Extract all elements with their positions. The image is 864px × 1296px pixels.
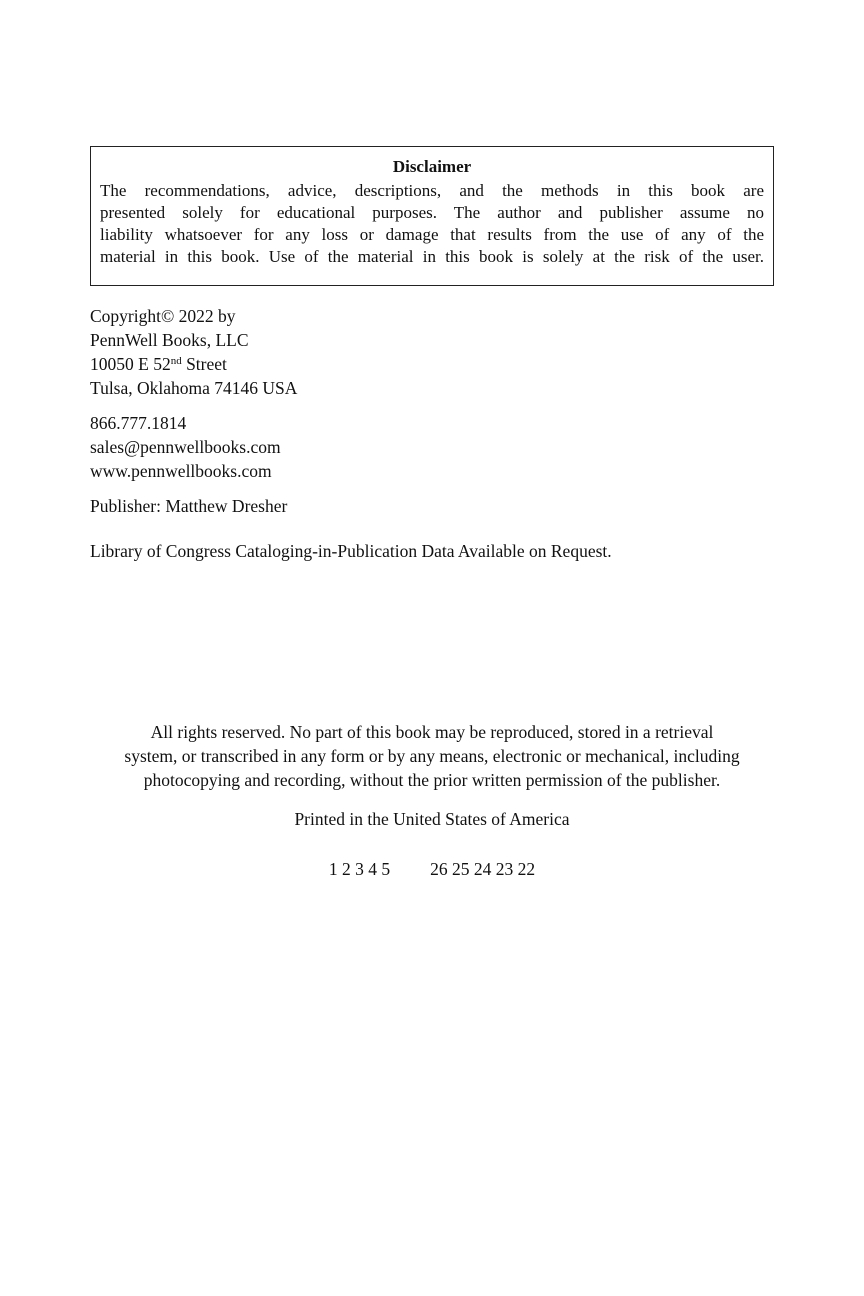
phone-number: 866.777.1814 xyxy=(90,413,187,433)
city-line: Tulsa, Oklahoma 74146 USA xyxy=(90,378,298,398)
disclaimer-line: material in this book. Use of the material in this book is solely at the risk of the user. xyxy=(100,247,764,266)
printed-line: Printed in the United States of America xyxy=(294,809,570,829)
street-suffix: nd xyxy=(170,355,182,367)
disclaimer-line: presented solely for educational purposes. The author and publisher assume no xyxy=(100,203,764,222)
disclaimer-title: Disclaimer xyxy=(392,157,472,176)
printing-line xyxy=(90,857,774,881)
disclaimer-line: The recommendations, advice, descriptions, and the methods in this book are xyxy=(100,181,764,200)
street-number: 10050 E 52 xyxy=(90,354,171,374)
street-name: Street xyxy=(181,354,227,374)
disclaimer-text xyxy=(100,180,764,268)
copyright-line: Copyright© 2022 by xyxy=(90,306,236,326)
street-address xyxy=(90,352,297,376)
website-address: www.pennwellbooks.com xyxy=(90,461,272,481)
rights-block xyxy=(90,720,774,792)
rights-line: photocopying and recording, without the prior written permission of the publisher. xyxy=(143,770,721,790)
publisher-line: Publisher: Matthew Dresher xyxy=(90,496,288,516)
disclaimer-line: liability whatsoever for any loss or damage that results from the use of any of the xyxy=(100,225,764,244)
disclaimer-box xyxy=(90,146,774,286)
contact-block xyxy=(90,411,281,483)
printing-numbers: 1 2 3 4 5 xyxy=(328,859,391,879)
copyright-block xyxy=(90,304,297,400)
library-line: Library of Congress Cataloging-in-Publication Data Available on Request. xyxy=(90,541,612,561)
rights-line: All rights reserved. No part of this book may be reproduced, stored in a retrieval xyxy=(150,722,714,742)
rights-line: system, or transcribed in any form or by any means, electronic or mechanical, including xyxy=(124,746,740,766)
email-address: sales@pennwellbooks.com xyxy=(90,437,281,457)
year-numbers: 26 25 24 23 22 xyxy=(430,859,536,879)
publisher-name: PennWell Books, LLC xyxy=(90,330,249,350)
